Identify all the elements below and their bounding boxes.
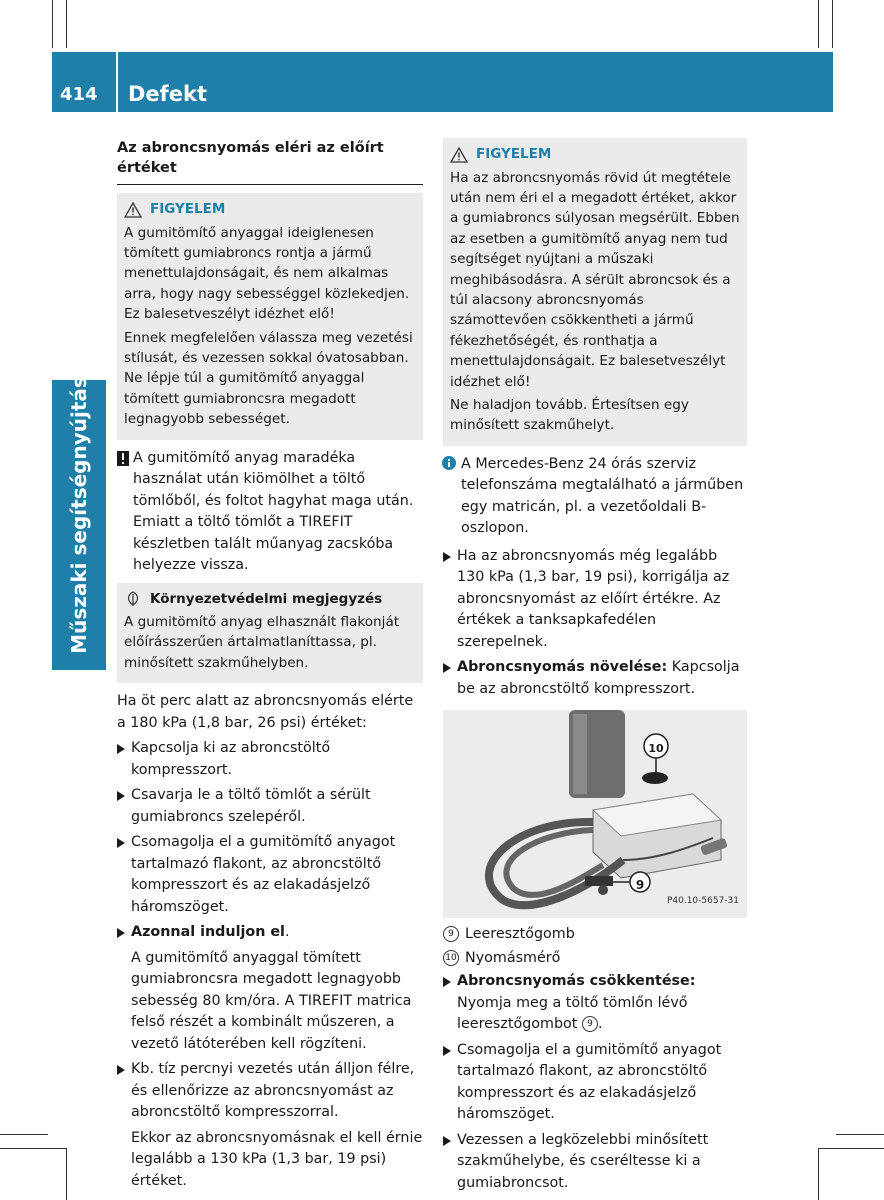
warning-box (117, 193, 423, 440)
environment-heading (124, 589, 416, 611)
intro-text: Ha öt perc alatt az abroncsnyomás elérte a 180 kPa (1,8 bar, 26 psi) értéket: (117, 693, 414, 731)
step-text (131, 922, 423, 944)
callout-10: 10 (648, 742, 664, 756)
section-title: Az abroncsnyomás eléri az előírt értéket (117, 138, 423, 185)
arrow-bullet-icon (117, 744, 125, 754)
step-text: Csomagolja el a gumitömítő anyagot tartalmazó flakont, az abroncstöltő kompresszort és az elakadásjelző háromszöget. (457, 1041, 722, 1123)
arrow-bullet-icon (443, 552, 451, 562)
step-rest: Nyomja meg a töltő tömlőn lévő leeresztőgombot (457, 994, 688, 1033)
legend-number: 10 (443, 950, 459, 966)
step-item (117, 1059, 423, 1124)
step-text: Csomagolja el a gumitömítő anyagot tartalmazó flakont, az abroncstöltő kompresszort és az elakadásjelző háromszöget. (131, 834, 396, 915)
crop-mark (832, 0, 833, 48)
step-item (117, 922, 423, 944)
step-detail: Ekkor az abroncsnyomásnak el kell érnie legalább a 130 kPa (1,3 bar, 19 psi) értéket. (131, 1129, 423, 1189)
crop-mark (818, 1148, 819, 1200)
step-rest: Kapcsolja be az abroncstöltő kompresszort. (457, 659, 740, 697)
crop-mark (818, 1148, 884, 1149)
arrow-bullet-icon (443, 977, 451, 987)
warning-text: A gumitömítő anyaggal ideiglenesen tömített gumiabroncs rontja a jármű menettulajdonságait, és nem alkalmas arra, hogy nagy sebességgel közlekedjen. Ez balesetveszélyt idézhet elő! (124, 224, 410, 323)
step-text: Ha az abroncsnyomás még legalább 130 kPa (1,3 bar, 19 psi), korrigálja az abroncsnyomást az előírt értékre. Az értékek a tanksapkafedélen szerepelnek. (457, 547, 730, 650)
crop-mark (66, 0, 67, 48)
crop-mark (0, 1148, 66, 1149)
arrow-bullet-icon (117, 838, 125, 848)
arrow-bullet-icon (443, 1046, 451, 1056)
page-number: 414 (60, 84, 98, 105)
warning-heading (450, 144, 740, 166)
crop-mark (0, 1134, 48, 1135)
leaf-icon (124, 591, 142, 607)
step-text: Kb. tíz percnyi vezetés után álljon félre, és ellenőrizze az abroncsnyomást az abroncstöltő kompresszorral. (131, 1061, 415, 1121)
crop-mark (818, 0, 819, 48)
environment-box (117, 583, 423, 684)
legend-item (443, 948, 747, 970)
compressor-figure (443, 710, 747, 918)
step-bold: Abroncsnyomás növelése: (457, 659, 668, 676)
legend-text: Leeresztőgomb (465, 926, 575, 943)
callout-9: 9 (635, 878, 645, 893)
caution-text: A gumitömítő anyag maradéka használat után kiömölhet a töltő tömlőből, és foltot hagyhat maga után. (133, 449, 414, 509)
environment-label: Környezetvédelmi megjegyzés (150, 590, 383, 607)
chapter-title: Defekt (128, 82, 208, 106)
step-text (457, 657, 747, 700)
warning-text: Ennek megfelelően válassza meg vezetési stílusát, és vezessen sokkal óvatosabban. Ne lépje túl a gumitömítő anyaggal tömített gumiabroncsra megadott legnagyobb sebességet. (124, 329, 413, 428)
step-text (457, 971, 747, 1036)
warning-label: FIGYELEM (150, 201, 226, 217)
warning-heading (124, 199, 416, 221)
warning-label: FIGYELEM (476, 146, 552, 162)
figure-code: P40.10-5657-31 (666, 895, 739, 906)
step-detail: A gumitömítő anyaggal tömített gumiabroncsra megadott legnagyobb sebesség 80 km/óra. A TIREFIT matrica felső részét a kombinált műszeren, a vezető látóterében kell rögzíteni. (131, 949, 412, 1052)
step-text: Vezessen a legközelebbi minősített szakműhelybe, és cseréltesse ki a gumiabroncsot. (457, 1131, 709, 1191)
step-bold: Abroncsnyomás csökkentése: (457, 973, 696, 990)
step-item (443, 657, 747, 700)
step-text: Kapcsolja ki az abroncstöltő kompresszort. (131, 740, 331, 778)
header-separator (116, 52, 118, 112)
step-item (443, 1040, 747, 1126)
step-end: . (597, 1016, 603, 1033)
side-tab-label: Műszaki segítségnyújtás (67, 376, 91, 654)
warning-triangle-icon (450, 147, 468, 163)
warning-text: Ne haladjon tovább. Értesítsen egy minősített szakműhelyt. (450, 396, 689, 434)
arrow-bullet-icon (117, 928, 125, 938)
left-column (117, 138, 423, 1196)
caution-note (117, 448, 423, 577)
crop-mark (66, 1148, 67, 1200)
caution-text: Emiatt a töltő tömlőt a TIREFIT készletben talált műanyag zacskóba helyezze vissza. (133, 514, 394, 574)
warning-triangle-icon (124, 202, 142, 218)
step-item (117, 832, 423, 918)
info-note (443, 454, 747, 540)
info-icon (442, 456, 456, 470)
inline-callout: 9 (582, 1016, 598, 1032)
warning-text: Ha az abroncsnyomás rövid út megtétele után nem éri el a megadott értéket, akkor a gumiabroncs súlyosan megsérült. Ebben az esetben a gumitömítő anyag nem tud segítséget nyújtani a műszaki meghibásodásra. A sérült abroncsok és a túl alacsony abroncsnyomás számottevően csökkentheti a jármű fékezhetőségét, és ronthatja a menettulajdonságait. Ez balesetveszélyt idézhet elő! (450, 169, 740, 390)
step-item (117, 785, 423, 828)
arrow-bullet-icon (443, 663, 451, 673)
info-text: A Mercedes-Benz 24 órás szerviz telefonszáma megtalálható a járműben egy matricán, pl. a vezetőoldali B-oszlopon. (461, 455, 744, 537)
step-end: . (284, 924, 290, 941)
legend-item (443, 924, 747, 946)
step-item (443, 1130, 747, 1195)
step-item (443, 971, 747, 1036)
caution-icon (117, 451, 129, 466)
arrow-bullet-icon (117, 791, 125, 801)
right-column (443, 138, 747, 1198)
arrow-bullet-icon (443, 1136, 451, 1146)
crop-mark (836, 1134, 884, 1135)
arrow-bullet-icon (117, 1065, 125, 1075)
step-item (117, 738, 423, 781)
crop-mark (52, 0, 53, 48)
environment-text: A gumitömítő anyag elhasznált flakonját előírásszerűen ártalmatlaníttassa, pl. minősített szakműhelyben. (124, 614, 400, 671)
step-text: Csavarja le a töltő tömlőt a sérült gumiabroncs szelepéről. (131, 787, 371, 825)
step-bold: Azonnal induljon el (131, 924, 285, 941)
warning-box (443, 138, 747, 446)
legend-text: Nyomásmérő (465, 949, 561, 966)
compressor-illustration (443, 710, 747, 918)
step-item (443, 546, 747, 654)
legend-number: 9 (443, 926, 459, 942)
